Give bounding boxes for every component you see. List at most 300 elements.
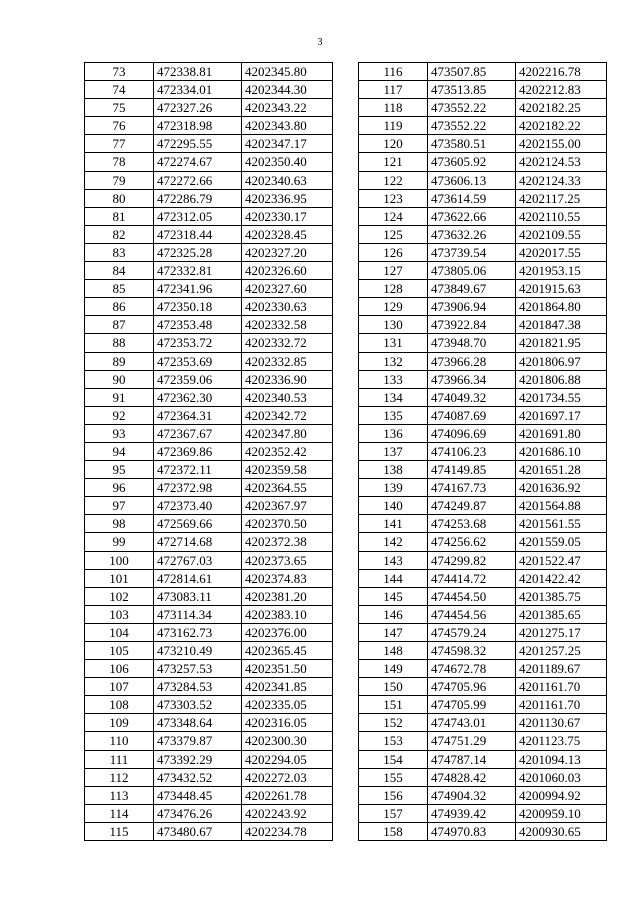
table-row: [359, 660, 607, 678]
point-number-cell: 140: [359, 497, 428, 515]
x-coordinate-cell: 474743.01: [428, 714, 516, 732]
x-coordinate-cell: 473948.70: [428, 334, 516, 352]
x-coordinate-cell: 474672.78: [428, 660, 516, 678]
table-row: [85, 479, 333, 497]
point-number-cell: 74: [85, 81, 154, 99]
x-coordinate-cell: 474705.99: [428, 696, 516, 714]
x-coordinate-cell: 472569.66: [154, 515, 242, 533]
x-coordinate-cell: 472274.67: [154, 153, 242, 171]
point-number-cell: 146: [359, 605, 428, 623]
table-row: [359, 696, 607, 714]
x-coordinate-cell: 473480.67: [154, 822, 242, 840]
y-coordinate-cell: 4201686.10: [516, 442, 607, 460]
point-number-cell: 98: [85, 515, 154, 533]
table-row: [359, 153, 607, 171]
y-coordinate-cell: 4201864.80: [516, 298, 607, 316]
x-coordinate-cell: 472295.55: [154, 135, 242, 153]
y-coordinate-cell: 4202330.63: [242, 298, 333, 316]
point-number-cell: 138: [359, 461, 428, 479]
table-row: [359, 388, 607, 406]
x-coordinate-cell: 473605.92: [428, 153, 516, 171]
table-row: [359, 515, 607, 533]
table-row: [85, 442, 333, 460]
x-coordinate-cell: 474087.69: [428, 406, 516, 424]
x-coordinate-cell: 472373.40: [154, 497, 242, 515]
x-coordinate-cell: 474904.32: [428, 786, 516, 804]
point-number-cell: 139: [359, 479, 428, 497]
point-number-cell: 121: [359, 153, 428, 171]
table-row: [359, 786, 607, 804]
y-coordinate-cell: 4202345.80: [242, 63, 333, 81]
table-row: [85, 497, 333, 515]
x-coordinate-cell: 473849.67: [428, 280, 516, 298]
point-number-cell: 123: [359, 189, 428, 207]
y-coordinate-cell: 4202341.85: [242, 678, 333, 696]
y-coordinate-cell: 4202330.17: [242, 207, 333, 225]
table-row: [359, 316, 607, 334]
x-coordinate-cell: 473906.94: [428, 298, 516, 316]
point-number-cell: 136: [359, 424, 428, 442]
point-number-cell: 78: [85, 153, 154, 171]
y-coordinate-cell: 4201691.80: [516, 424, 607, 442]
point-number-cell: 76: [85, 117, 154, 135]
y-coordinate-cell: 4202343.22: [242, 99, 333, 117]
y-coordinate-cell: 4202182.25: [516, 99, 607, 117]
point-number-cell: 106: [85, 660, 154, 678]
point-number-cell: 104: [85, 623, 154, 641]
x-coordinate-cell: 473476.26: [154, 804, 242, 822]
point-number-cell: 120: [359, 135, 428, 153]
point-number-cell: 100: [85, 551, 154, 569]
table-row: [359, 623, 607, 641]
point-number-cell: 73: [85, 63, 154, 81]
table-row: [359, 243, 607, 261]
point-number-cell: 127: [359, 262, 428, 280]
y-coordinate-cell: 4202216.78: [516, 63, 607, 81]
x-coordinate-cell: 474751.29: [428, 732, 516, 750]
table-row: [85, 153, 333, 171]
y-coordinate-cell: 4201734.55: [516, 388, 607, 406]
table-row: [85, 207, 333, 225]
y-coordinate-cell: 4202017.55: [516, 243, 607, 261]
point-number-cell: 157: [359, 804, 428, 822]
point-number-cell: 107: [85, 678, 154, 696]
y-coordinate-cell: 4201561.55: [516, 515, 607, 533]
point-number-cell: 118: [359, 99, 428, 117]
table-row: [85, 298, 333, 316]
point-number-cell: 151: [359, 696, 428, 714]
table-row: [85, 262, 333, 280]
y-coordinate-cell: 4202347.17: [242, 135, 333, 153]
table-row: [85, 551, 333, 569]
y-coordinate-cell: 4202155.00: [516, 135, 607, 153]
x-coordinate-cell: 472367.67: [154, 424, 242, 442]
table-row: [85, 243, 333, 261]
table-row: [85, 189, 333, 207]
y-coordinate-cell: 4202383.10: [242, 605, 333, 623]
table-row: [359, 135, 607, 153]
table-row: [359, 406, 607, 424]
y-coordinate-cell: 4201275.17: [516, 623, 607, 641]
y-coordinate-cell: 4202376.00: [242, 623, 333, 641]
point-number-cell: 93: [85, 424, 154, 442]
y-coordinate-cell: 4201697.17: [516, 406, 607, 424]
y-coordinate-cell: 4201636.92: [516, 479, 607, 497]
table-row: [85, 316, 333, 334]
y-coordinate-cell: 4202326.60: [242, 262, 333, 280]
x-coordinate-cell: 473162.73: [154, 623, 242, 641]
x-coordinate-cell: 472372.11: [154, 461, 242, 479]
table-row: [359, 605, 607, 623]
y-coordinate-cell: 4201094.13: [516, 750, 607, 768]
x-coordinate-cell: 472767.03: [154, 551, 242, 569]
x-coordinate-cell: 473966.28: [428, 352, 516, 370]
y-coordinate-cell: 4202328.45: [242, 225, 333, 243]
y-coordinate-cell: 4202272.03: [242, 768, 333, 786]
x-coordinate-cell: 472364.31: [154, 406, 242, 424]
y-coordinate-cell: 4202359.58: [242, 461, 333, 479]
point-number-cell: 103: [85, 605, 154, 623]
y-coordinate-cell: 4201915.63: [516, 280, 607, 298]
y-coordinate-cell: 4202343.80: [242, 117, 333, 135]
point-number-cell: 105: [85, 642, 154, 660]
x-coordinate-cell: 472353.48: [154, 316, 242, 334]
x-coordinate-cell: 473580.51: [428, 135, 516, 153]
x-coordinate-cell: 473114.34: [154, 605, 242, 623]
point-number-cell: 95: [85, 461, 154, 479]
table-row: [359, 569, 607, 587]
y-coordinate-cell: 4202243.92: [242, 804, 333, 822]
point-number-cell: 77: [85, 135, 154, 153]
y-coordinate-cell: 4202110.55: [516, 207, 607, 225]
x-coordinate-cell: 474598.32: [428, 642, 516, 660]
point-number-cell: 108: [85, 696, 154, 714]
y-coordinate-cell: 4202316.05: [242, 714, 333, 732]
table-row: [85, 334, 333, 352]
y-coordinate-cell: 4201189.67: [516, 660, 607, 678]
point-number-cell: 148: [359, 642, 428, 660]
x-coordinate-cell: 473448.45: [154, 786, 242, 804]
y-coordinate-cell: 4201257.25: [516, 642, 607, 660]
x-coordinate-cell: 473622.66: [428, 207, 516, 225]
x-coordinate-cell: 473210.49: [154, 642, 242, 660]
x-coordinate-cell: 472327.26: [154, 99, 242, 117]
y-coordinate-cell: 4201422.42: [516, 569, 607, 587]
x-coordinate-cell: 473552.22: [428, 117, 516, 135]
point-number-cell: 112: [85, 768, 154, 786]
table-row: [359, 207, 607, 225]
x-coordinate-cell: 473606.13: [428, 171, 516, 189]
table-row: [85, 533, 333, 551]
table-row: [359, 642, 607, 660]
table-row: [85, 587, 333, 605]
table-row: [359, 262, 607, 280]
point-number-cell: 145: [359, 587, 428, 605]
table-row: [85, 81, 333, 99]
x-coordinate-cell: 472272.66: [154, 171, 242, 189]
y-coordinate-cell: 4202364.55: [242, 479, 333, 497]
x-coordinate-cell: 473966.34: [428, 370, 516, 388]
point-number-cell: 99: [85, 533, 154, 551]
y-coordinate-cell: 4202327.60: [242, 280, 333, 298]
point-number-cell: 147: [359, 623, 428, 641]
point-number-cell: 150: [359, 678, 428, 696]
table-row: [359, 822, 607, 840]
point-number-cell: 87: [85, 316, 154, 334]
point-number-cell: 90: [85, 370, 154, 388]
table-row: [359, 334, 607, 352]
table-row: [85, 63, 333, 81]
y-coordinate-cell: 4200994.92: [516, 786, 607, 804]
table-row: [85, 642, 333, 660]
x-coordinate-cell: 473083.11: [154, 587, 242, 605]
table-row: [85, 406, 333, 424]
table-row: [85, 768, 333, 786]
point-number-cell: 75: [85, 99, 154, 117]
x-coordinate-cell: 474149.85: [428, 461, 516, 479]
table-row: [85, 569, 333, 587]
x-coordinate-cell: 472341.96: [154, 280, 242, 298]
point-number-cell: 101: [85, 569, 154, 587]
y-coordinate-cell: 4202234.78: [242, 822, 333, 840]
x-coordinate-cell: 473739.54: [428, 243, 516, 261]
x-coordinate-cell: 473392.29: [154, 750, 242, 768]
y-coordinate-cell: 4202124.33: [516, 171, 607, 189]
table-row: [85, 370, 333, 388]
point-number-cell: 86: [85, 298, 154, 316]
table-row: [85, 461, 333, 479]
point-number-cell: 94: [85, 442, 154, 460]
x-coordinate-cell: 472814.61: [154, 569, 242, 587]
point-number-cell: 92: [85, 406, 154, 424]
y-coordinate-cell: 4202327.20: [242, 243, 333, 261]
point-number-cell: 82: [85, 225, 154, 243]
x-coordinate-cell: 473552.22: [428, 99, 516, 117]
table-row: [85, 714, 333, 732]
point-number-cell: 149: [359, 660, 428, 678]
table-row: [359, 479, 607, 497]
table-row: [359, 442, 607, 460]
x-coordinate-cell: 474049.32: [428, 388, 516, 406]
x-coordinate-cell: 473303.52: [154, 696, 242, 714]
table-row: [359, 678, 607, 696]
table-row: [359, 768, 607, 786]
point-number-cell: 155: [359, 768, 428, 786]
x-coordinate-cell: 473379.87: [154, 732, 242, 750]
table-row: [85, 623, 333, 641]
table-row: [359, 732, 607, 750]
page-number: 3: [317, 37, 323, 48]
point-number-cell: 153: [359, 732, 428, 750]
y-coordinate-cell: 4202372.38: [242, 533, 333, 551]
y-coordinate-cell: 4202332.85: [242, 352, 333, 370]
point-number-cell: 97: [85, 497, 154, 515]
y-coordinate-cell: 4202367.97: [242, 497, 333, 515]
y-coordinate-cell: 4201821.95: [516, 334, 607, 352]
x-coordinate-cell: 473257.53: [154, 660, 242, 678]
table-row: [359, 533, 607, 551]
point-number-cell: 80: [85, 189, 154, 207]
x-coordinate-cell: 473805.06: [428, 262, 516, 280]
table-row: [359, 714, 607, 732]
table-row: [85, 424, 333, 442]
y-coordinate-cell: 4202373.65: [242, 551, 333, 569]
x-coordinate-cell: 474096.69: [428, 424, 516, 442]
point-number-cell: 144: [359, 569, 428, 587]
table-row: [359, 804, 607, 822]
y-coordinate-cell: 4201130.67: [516, 714, 607, 732]
x-coordinate-cell: 473284.53: [154, 678, 242, 696]
y-coordinate-cell: 4202294.05: [242, 750, 333, 768]
x-coordinate-cell: 472362.30: [154, 388, 242, 406]
x-coordinate-cell: 474249.87: [428, 497, 516, 515]
y-coordinate-cell: 4202336.90: [242, 370, 333, 388]
point-number-cell: 113: [85, 786, 154, 804]
y-coordinate-cell: 4201847.38: [516, 316, 607, 334]
y-coordinate-cell: 4200930.65: [516, 822, 607, 840]
x-coordinate-cell: 474414.72: [428, 569, 516, 587]
point-number-cell: 156: [359, 786, 428, 804]
point-number-cell: 119: [359, 117, 428, 135]
x-coordinate-cell: 474454.56: [428, 605, 516, 623]
y-coordinate-cell: 4202335.05: [242, 696, 333, 714]
x-coordinate-cell: 474970.83: [428, 822, 516, 840]
table-row: [85, 388, 333, 406]
point-number-cell: 125: [359, 225, 428, 243]
table-row: [359, 424, 607, 442]
x-coordinate-cell: 474299.82: [428, 551, 516, 569]
y-coordinate-cell: 4202351.50: [242, 660, 333, 678]
coordinates-table-right-body: [359, 63, 607, 841]
point-number-cell: 83: [85, 243, 154, 261]
point-number-cell: 142: [359, 533, 428, 551]
x-coordinate-cell: 473348.64: [154, 714, 242, 732]
table-row: [85, 732, 333, 750]
x-coordinate-cell: 472338.81: [154, 63, 242, 81]
x-coordinate-cell: 474454.50: [428, 587, 516, 605]
x-coordinate-cell: 473513.85: [428, 81, 516, 99]
x-coordinate-cell: 472325.28: [154, 243, 242, 261]
y-coordinate-cell: 4201123.75: [516, 732, 607, 750]
x-coordinate-cell: 474106.23: [428, 442, 516, 460]
table-row: [85, 804, 333, 822]
table-row: [359, 280, 607, 298]
table-row: [85, 171, 333, 189]
table-row: [85, 696, 333, 714]
y-coordinate-cell: 4202182.22: [516, 117, 607, 135]
table-row: [359, 497, 607, 515]
y-coordinate-cell: 4201806.97: [516, 352, 607, 370]
y-coordinate-cell: 4202340.53: [242, 388, 333, 406]
point-number-cell: 102: [85, 587, 154, 605]
point-number-cell: 152: [359, 714, 428, 732]
point-number-cell: 131: [359, 334, 428, 352]
x-coordinate-cell: 473507.85: [428, 63, 516, 81]
y-coordinate-cell: 4202261.78: [242, 786, 333, 804]
x-coordinate-cell: 474253.68: [428, 515, 516, 533]
y-coordinate-cell: 4201385.65: [516, 605, 607, 623]
y-coordinate-cell: 4201522.47: [516, 551, 607, 569]
x-coordinate-cell: 474828.42: [428, 768, 516, 786]
y-coordinate-cell: 4202332.72: [242, 334, 333, 352]
table-row: [359, 750, 607, 768]
table-row: [85, 225, 333, 243]
table-row: [85, 786, 333, 804]
table-row: [85, 822, 333, 840]
x-coordinate-cell: 472334.01: [154, 81, 242, 99]
point-number-cell: 126: [359, 243, 428, 261]
table-row: [359, 63, 607, 81]
table-row: [359, 587, 607, 605]
y-coordinate-cell: 4202381.20: [242, 587, 333, 605]
y-coordinate-cell: 4202340.63: [242, 171, 333, 189]
y-coordinate-cell: 4202365.45: [242, 642, 333, 660]
x-coordinate-cell: 474579.24: [428, 623, 516, 641]
point-number-cell: 88: [85, 334, 154, 352]
table-row: [359, 352, 607, 370]
y-coordinate-cell: 4201806.88: [516, 370, 607, 388]
point-number-cell: 143: [359, 551, 428, 569]
x-coordinate-cell: 473632.26: [428, 225, 516, 243]
y-coordinate-cell: 4202212.83: [516, 81, 607, 99]
point-number-cell: 141: [359, 515, 428, 533]
x-coordinate-cell: 472359.06: [154, 370, 242, 388]
point-number-cell: 84: [85, 262, 154, 280]
y-coordinate-cell: 4202370.50: [242, 515, 333, 533]
table-row: [359, 81, 607, 99]
point-number-cell: 116: [359, 63, 428, 81]
point-number-cell: 154: [359, 750, 428, 768]
point-number-cell: 135: [359, 406, 428, 424]
y-coordinate-cell: 4202124.53: [516, 153, 607, 171]
x-coordinate-cell: 474167.73: [428, 479, 516, 497]
point-number-cell: 85: [85, 280, 154, 298]
point-number-cell: 129: [359, 298, 428, 316]
y-coordinate-cell: 4201385.75: [516, 587, 607, 605]
point-number-cell: 79: [85, 171, 154, 189]
x-coordinate-cell: 472286.79: [154, 189, 242, 207]
coordinates-table-left: [84, 62, 333, 841]
y-coordinate-cell: 4202344.30: [242, 81, 333, 99]
y-coordinate-cell: 4200959.10: [516, 804, 607, 822]
point-number-cell: 130: [359, 316, 428, 334]
point-number-cell: 128: [359, 280, 428, 298]
point-number-cell: 111: [85, 750, 154, 768]
point-number-cell: 133: [359, 370, 428, 388]
table-row: [359, 171, 607, 189]
y-coordinate-cell: 4201651.28: [516, 461, 607, 479]
x-coordinate-cell: 472353.72: [154, 334, 242, 352]
table-row: [85, 280, 333, 298]
y-coordinate-cell: 4202300.30: [242, 732, 333, 750]
table-row: [359, 298, 607, 316]
point-number-cell: 134: [359, 388, 428, 406]
point-number-cell: 122: [359, 171, 428, 189]
y-coordinate-cell: 4202109.55: [516, 225, 607, 243]
y-coordinate-cell: 4202332.58: [242, 316, 333, 334]
x-coordinate-cell: 474787.14: [428, 750, 516, 768]
table-row: [359, 370, 607, 388]
x-coordinate-cell: 473922.84: [428, 316, 516, 334]
point-number-cell: 158: [359, 822, 428, 840]
y-coordinate-cell: 4201060.03: [516, 768, 607, 786]
table-row: [359, 117, 607, 135]
point-number-cell: 91: [85, 388, 154, 406]
table-row: [359, 461, 607, 479]
x-coordinate-cell: 472714.68: [154, 533, 242, 551]
x-coordinate-cell: 472353.69: [154, 352, 242, 370]
table-row: [359, 99, 607, 117]
